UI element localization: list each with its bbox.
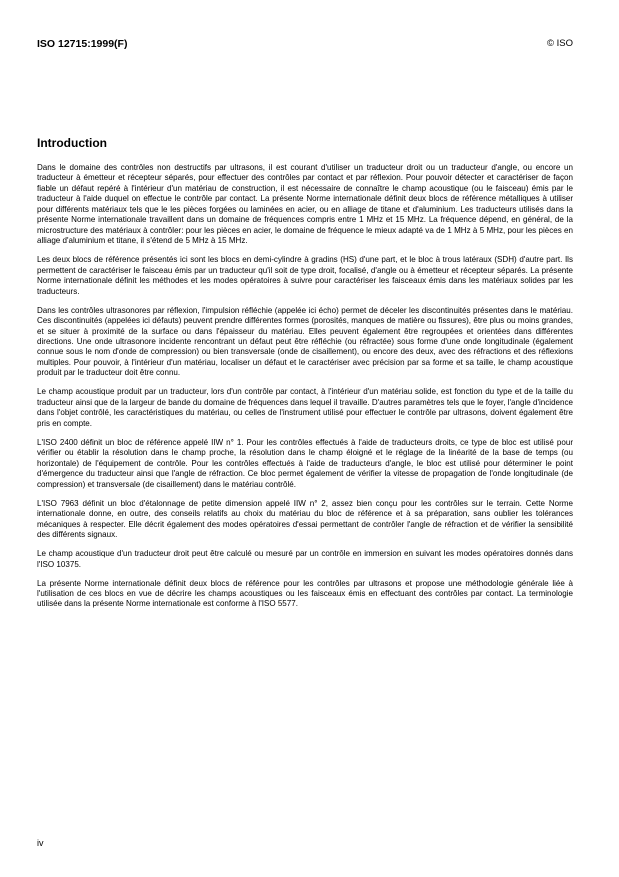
paragraph: L'ISO 2400 définit un bloc de référence appelé IIW n° 1. Pour les contrôles effectués à l'aide de traducteurs droits, ce type de bloc est utilisé pour vérifier ou établir la résolution dans le champ proche, la résolution dans le champ éloigné et le réglage de la linéarité de la base de temps (ou horizontale) de l'équipement de contrôle. Pour les contrôles effectués à l'aide de traducteurs d'angle, le bloc est utilisé pour déterminer le point d'émergence du traducteur ainsi que l'angle de réfraction. Ce bloc permet également de vérifier la vitesse de propagation de l'onde longitudinale (de compression) et transversale (de cisaillement) dans le matériau contrôlé. (37, 437, 573, 489)
paragraph: Le champ acoustique produit par un traducteur, lors d'un contrôle par contact, à l'intérieur d'un matériau solide, est fonction du type et de la taille du traducteur ainsi que de la largeur de bande du domaine de fréquences dans lequel il travaille. D'autres paramètres tels que le foyer, l'angle d'incidence dans l'objet contrôlé, les caractéristiques du matériau, ou celles de l'instrument utilisé pour effectuer le contrôle par ultrasons, doivent également être pris en compte. (37, 387, 573, 428)
document-id: ISO 12715:1999(F) (37, 38, 128, 50)
paragraph: L'ISO 7963 définit un bloc d'étalonnage de petite dimension appelé IIW n° 2, assez bien conçu pour les contrôles sur le terrain. Cette Norme internationale donne, en outre, des conseils relatifs au choix du matériau du bloc de référence et à sa préparation, sans oublier les tolérances mécaniques à respecter. Elle décrit également des modes opératoires d'essai permettant de contrôler l'angle de réfraction et de vérifier la sensibilité des différents signaux. (37, 498, 573, 540)
section-body (37, 163, 573, 619)
page-number: iv (37, 838, 44, 848)
paragraph: La présente Norme internationale définit deux blocs de référence pour les contrôles par ultrasons et propose une méthodologie générale liée à l'utilisation de ces blocs en vue de décrire les champs acoustiques ou les faisceaux émis en effectuant des contrôles par contact. La terminologie utilisée dans la présente Norme internationale est conforme à l'ISO 5577. (37, 578, 573, 609)
paragraph: Dans les contrôles ultrasonores par réflexion, l'impulsion réfléchie (appelée ici écho) permet de déceler les discontinuités présentes dans le matériau. Ces discontinuités (appelées ici défauts) peuvent prendre différentes formes (porosités, manques de matière ou fissures), être plus ou moins grandes, et se situer à proximité de la surface ou dans l'épaisseur du matériau. Elles peuvent également être regroupées et orientées dans différentes directions. Une onde ultrasonore incidente rencontrant un défaut peut être réfléchie (ou réfractée) sous forme d'une onde longitudinale (également connue sous le nom d'onde de compression) ou bien transversale (onde de cisaillement), ou encore des deux, avec des réfractions et des réflexions multiples. Pour pouvoir, à l'intérieur d'un matériau, localiser un défaut et le caractériser avec précision par sa forme et sa taille, le champ acoustique produit par le traducteur doit être connu. (37, 305, 573, 378)
paragraph: Les deux blocs de référence présentés ici sont les blocs en demi-cylindre à gradins (HS) d'une part, et le bloc à trous latéraux (SDH) d'autre part. Ils permettent de caractériser le faisceau émis par un traducteur qu'il soit de type droit, focalisé, d'angle ou à émetteur et récepteur séparés. La présente Norme internationale définit les méthodes et les modes opératoires à suivre pour caractériser les faisceaux émis dans les matériaux solides par les traducteurs. (37, 255, 573, 296)
section-title: Introduction (37, 136, 107, 150)
copyright-notice: © ISO (546, 38, 573, 49)
paragraph: Dans le domaine des contrôles non destructifs par ultrasons, il est courant d'utiliser un traducteur droit ou un traducteur d'angle, ou encore un traducteur à émetteur et récepteur séparés, pour effectuer des contrôles par contact et par réflexion. Pour pouvoir détecter et caractériser de façon fiable un défaut repéré à l'intérieur d'un matériau de construction, il est nécessaire de connaître le champ acoustique (ou le faisceau) émis par le traducteur à l'aide duquel on effectue le contrôle par contact. La présente Norme internationale définit deux blocs de référence métalliques à utiliser pour différents matériaux tels que le les pièces forgées ou laminées en acier, ou en alliage de titane et d'aluminium. Les traducteurs utilisés dans la présente Norme internationale travaillent dans un domaine de fréquences compris entre 1 MHz et 15 MHz. La fréquence dépend, en général, de la microstructure des matériaux à contrôler: pour les pièces en acier, le domaine de fréquence le mieux adapté va de 1 MHz à 5 MHz, pour les pièces en alliage d'aluminium et titane, il s'étend de 5 MHz à 15 MHz. (37, 163, 573, 246)
paragraph: Le champ acoustique d'un traducteur droit peut être calculé ou mesuré par un contrôle en immersion en suivant les modes opératoires donnés dans l'ISO 10375. (37, 549, 573, 569)
